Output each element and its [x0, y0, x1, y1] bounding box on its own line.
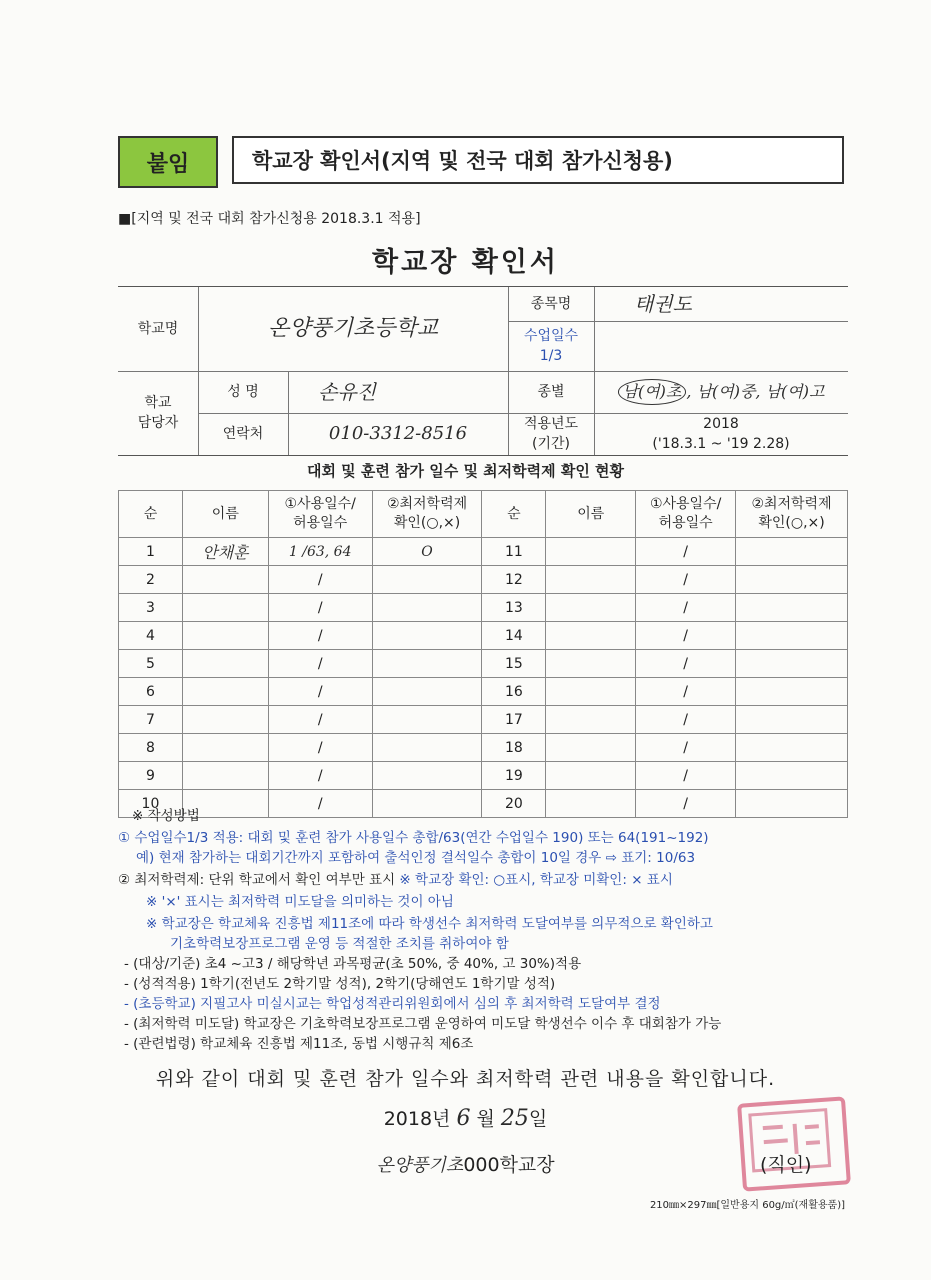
cell-min — [372, 678, 482, 706]
note-9: - (관련법령) 학교체육 진흥법 제11조, 동법 시행규칙 제6조 — [124, 1036, 474, 1052]
year-label-line1: 적용년도 — [523, 416, 579, 432]
note-2-black: ② 최저학력제: 단위 학교에서 확인 여부만 표시 — [118, 872, 396, 888]
note-5: - (대상/기준) 초4 ~고3 / 해당학년 과목평균(초 50%, 중 40%, 고 30%)적용 — [124, 956, 582, 972]
cell-num: 3 — [119, 594, 183, 622]
cell-min — [372, 734, 482, 762]
table-header-row — [119, 491, 848, 538]
cell-name — [182, 762, 268, 790]
cell-num: 20 — [482, 790, 546, 818]
header-days — [636, 491, 736, 538]
table-row — [119, 650, 848, 678]
cell-days: / — [636, 734, 736, 762]
cell-num: 11 — [482, 538, 546, 566]
year-value-main: 2018 — [703, 416, 739, 432]
category-value — [594, 371, 848, 413]
cell-name — [182, 622, 268, 650]
cell-days: 1 /63, 64 — [268, 538, 372, 566]
cell-days: / — [636, 650, 736, 678]
cell-days: / — [268, 790, 372, 818]
cell-days: / — [636, 678, 736, 706]
date-month-unit: 월 — [476, 1108, 495, 1130]
cell-num: 6 — [119, 678, 183, 706]
cell-days: / — [636, 566, 736, 594]
cell-days: / — [636, 622, 736, 650]
note-1a: ① 수업일수1/3 적용: 대회 및 훈련 참가 사용일수 총합/63(연간 수업일수 190) 또는 64(191~192) — [118, 830, 709, 846]
table-row — [119, 538, 848, 566]
cell-name — [182, 678, 268, 706]
cell-name — [546, 622, 636, 650]
school-name-label: 학교명 — [137, 321, 179, 337]
official-seal-icon — [737, 1096, 851, 1191]
cell-name — [182, 594, 268, 622]
cell-min — [736, 594, 848, 622]
header-min-line2: 확인(○,×) — [758, 515, 825, 531]
cell-days: / — [636, 762, 736, 790]
cell-min — [736, 790, 848, 818]
category-label: 종별 — [537, 384, 565, 400]
cell-num: 15 — [482, 650, 546, 678]
cell-min — [372, 790, 482, 818]
year-label-line2: (기간) — [532, 436, 570, 452]
table-row — [119, 678, 848, 706]
table-row — [119, 594, 848, 622]
cell-num: 7 — [119, 706, 183, 734]
header-min-line1: ②최저학력제 — [751, 496, 832, 512]
cell-days: / — [636, 594, 736, 622]
cell-name — [546, 762, 636, 790]
header-name: 이름 — [546, 491, 636, 538]
cell-days: / — [268, 650, 372, 678]
header-days — [268, 491, 372, 538]
cell-days: / — [268, 678, 372, 706]
participation-table — [118, 490, 848, 818]
principal-title: 000학교장 — [463, 1154, 555, 1176]
cell-name — [182, 706, 268, 734]
table-row — [119, 762, 848, 790]
header-min-line2: 확인(○,×) — [393, 515, 461, 531]
note-4b: 기초학력보장프로그램 운영 등 적절한 조치를 취하여야 함 — [170, 936, 509, 952]
section-title: 대회 및 훈련 참가 일수 및 최저학력제 확인 현황 — [306, 462, 625, 480]
cell-name — [546, 566, 636, 594]
header-min — [372, 491, 482, 538]
paper-spec: 210㎜×297㎜[일반용지 60g/㎡(재활용품)] — [649, 1200, 845, 1211]
cell-name — [546, 594, 636, 622]
cell-min — [736, 734, 848, 762]
cell-num: 9 — [119, 762, 183, 790]
cell-min — [372, 762, 482, 790]
note-2 — [118, 870, 673, 890]
notes-heading: ※ 작성방법 — [132, 808, 200, 824]
cell-name — [182, 734, 268, 762]
school-days-label — [508, 321, 594, 371]
cell-days: / — [268, 734, 372, 762]
cell-days: / — [636, 706, 736, 734]
cell-days: / — [268, 594, 372, 622]
cell-num: 14 — [482, 622, 546, 650]
cell-min — [736, 650, 848, 678]
cell-min — [372, 594, 482, 622]
confirmation-statement: 위와 같이 대회 및 훈련 참가 일수와 최저학력 관련 내용을 확인합니다. — [155, 1068, 776, 1090]
note-8: - (최저학력 미도달) 학교장은 기초학력보장프로그램 운영하여 미도달 학생선수 이수 후 대회참가 가능 — [124, 1016, 722, 1032]
header-min-line1: ②최저학력제 — [386, 496, 468, 512]
note-3: ※ '×' 표시는 최저학력 미도달을 의미하는 것이 아님 — [146, 894, 454, 910]
cell-num: 19 — [482, 762, 546, 790]
note-6: - (성적적용) 1학기(전년도 2학기말 성적), 2학기(당해연도 1학기말 성적) — [124, 976, 556, 992]
form-title: 학교장 확인서(지역 및 전국 대회 참가신청용) — [232, 136, 844, 184]
name-label: 성 명 — [227, 384, 259, 400]
cell-min — [372, 650, 482, 678]
table-row — [119, 706, 848, 734]
cell-name — [546, 650, 636, 678]
cell-name: 안채훈 — [182, 538, 268, 566]
info-table — [118, 286, 848, 456]
table-row — [119, 790, 848, 818]
category-selected: 남(여)초 — [618, 379, 687, 405]
header-days-line1: ①사용일수/ — [649, 496, 722, 512]
cell-num: 5 — [119, 650, 183, 678]
school-name-value: 온양풍기초등학교 — [267, 316, 439, 341]
note-1b: 예) 현재 참가하는 대회기간까지 포함하여 출석인정 결석일수 총합이 10일 경우 ⇨ 표기: 10/63 — [136, 850, 696, 866]
date-day-unit: 일 — [528, 1108, 548, 1130]
year-label — [508, 413, 594, 455]
cell-num: 16 — [482, 678, 546, 706]
date-day: 25 — [500, 1106, 529, 1131]
attachment-badge: 붙임 — [118, 136, 218, 188]
header-days-line1: ①사용일수/ — [284, 496, 356, 512]
principal-school-handwritten: 온양풍기초 — [376, 1155, 464, 1176]
cell-name — [546, 734, 636, 762]
school-days-fraction: 1/3 — [539, 348, 563, 364]
cell-num: 4 — [119, 622, 183, 650]
cell-num: 17 — [482, 706, 546, 734]
contact-label: 연락처 — [222, 426, 264, 442]
cell-num: 10 — [119, 790, 183, 818]
header-num: 순 — [482, 491, 546, 538]
note-4a: ※ 학교장은 학교체육 진흥법 제11조에 따라 학생선수 최저학력 도달여부를 의무적으로 확인하고 — [146, 916, 713, 932]
sport-value: 태권도 — [634, 292, 692, 316]
cell-num: 8 — [119, 734, 183, 762]
cell-min — [736, 622, 848, 650]
cell-days: / — [636, 538, 736, 566]
applicability-note: ■[지역 및 전국 대회 참가신청용 2018.3.1 적용] — [118, 211, 421, 227]
cell-days: / — [268, 622, 372, 650]
table-row — [119, 622, 848, 650]
table-row — [119, 566, 848, 594]
cell-name — [182, 650, 268, 678]
cell-num: 12 — [482, 566, 546, 594]
header-num: 순 — [119, 491, 183, 538]
cell-min — [372, 706, 482, 734]
category-rest: , 남(여)중, 남(여)고 — [686, 382, 825, 401]
cell-min — [372, 566, 482, 594]
header-days-line2: 허용일수 — [658, 515, 713, 531]
stamp-label: (직인) — [760, 1154, 812, 1176]
cell-min — [372, 622, 482, 650]
cell-min — [736, 706, 848, 734]
note-2-blue: ※ 학교장 확인: ○표시, 학교장 미확인: × 표시 — [395, 872, 673, 888]
cell-name — [546, 678, 636, 706]
cell-name — [182, 566, 268, 594]
document-title: 학교장 확인서 — [372, 247, 559, 278]
cell-name — [546, 538, 636, 566]
cell-min — [736, 538, 848, 566]
manager-label-line2: 담당자 — [137, 415, 179, 431]
manager-label — [118, 371, 198, 455]
cell-min — [736, 762, 848, 790]
sport-label: 종목명 — [530, 296, 572, 312]
cell-min — [736, 678, 848, 706]
header-days-line2: 허용일수 — [293, 515, 348, 531]
cell-num: 1 — [119, 538, 183, 566]
cell-name — [546, 706, 636, 734]
header-min — [736, 491, 848, 538]
cell-days: / — [636, 790, 736, 818]
cell-name — [546, 790, 636, 818]
cell-num: 18 — [482, 734, 546, 762]
cell-num: 13 — [482, 594, 546, 622]
note-7: - (초등학교) 지필고사 미실시교는 학업성적관리위원회에서 심의 후 최저학력 도달여부 결정 — [124, 996, 661, 1012]
date-year: 2018년 — [383, 1108, 451, 1130]
cell-days: / — [268, 566, 372, 594]
table-row — [119, 734, 848, 762]
year-value — [594, 413, 848, 455]
manager-label-line1: 학교 — [144, 395, 172, 411]
manager-name-value: 손유진 — [318, 380, 376, 404]
cell-days: / — [268, 762, 372, 790]
contact-value: 010-3312-8516 — [328, 423, 468, 444]
school-days-text: 수업일수 — [523, 328, 579, 344]
cell-days: / — [268, 706, 372, 734]
cell-min — [736, 566, 848, 594]
cell-num: 2 — [119, 566, 183, 594]
date-month: 6 — [456, 1106, 471, 1131]
cell-min: O — [372, 538, 482, 566]
year-value-period: ('18.3.1 ~ '19 2.28) — [652, 436, 790, 452]
header-name: 이름 — [182, 491, 268, 538]
